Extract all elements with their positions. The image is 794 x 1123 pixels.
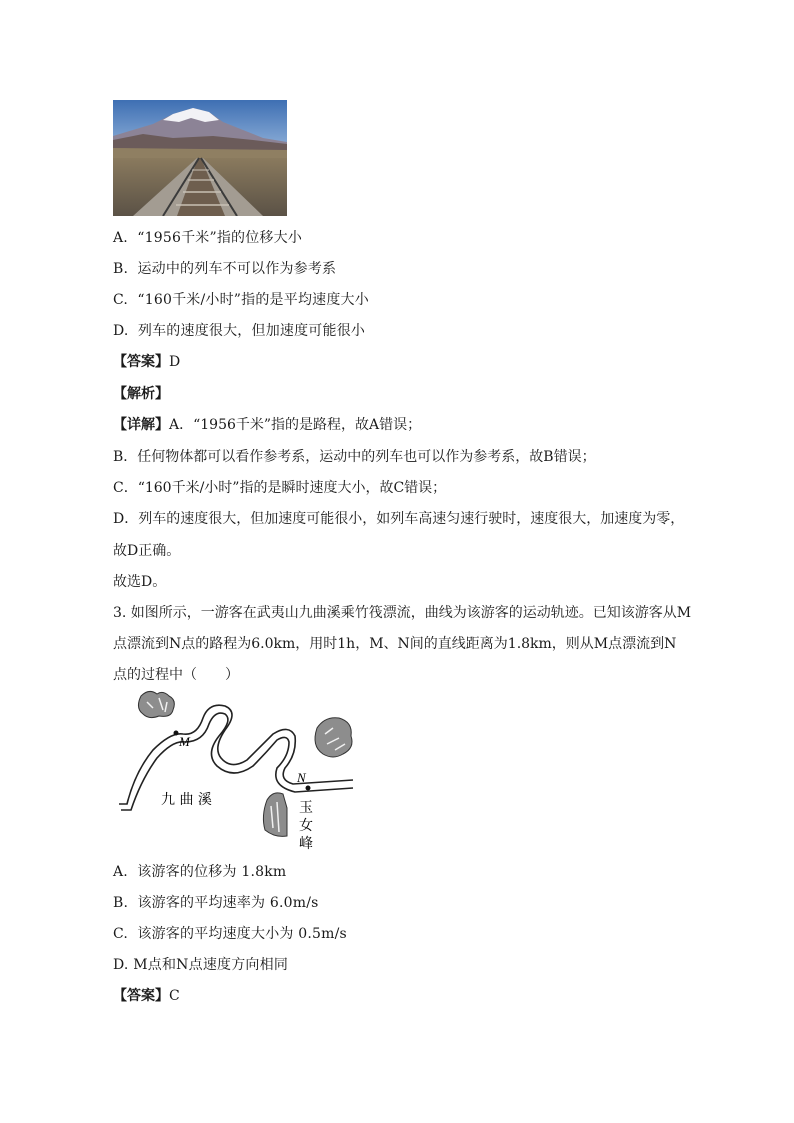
q2-detail-line-4: D．列车的速度很大，但加速度可能很小，如列车高速匀速行驶时，速度很大，加速度为零， bbox=[113, 511, 685, 527]
option-letter: A. bbox=[113, 230, 128, 246]
point-m-label: M bbox=[179, 734, 190, 749]
q2-option-d bbox=[113, 322, 365, 340]
option-text: 列车的速度很大，但加速度可能很小 bbox=[137, 323, 366, 339]
option-text: 该游客的平均速度大小为 0.5m/s bbox=[137, 926, 347, 942]
railway-photo bbox=[113, 100, 287, 216]
answer-value: D bbox=[169, 354, 181, 370]
point-n-label: N bbox=[297, 770, 306, 785]
option-text: 该游客的位移为 1.8km bbox=[137, 864, 287, 880]
peak-label-char-3: 峰 bbox=[299, 836, 313, 852]
q2-detail-line-5: 故D正确。 bbox=[113, 543, 181, 559]
q3-stem-line-1: 3. 如图所示，一游客在武夷山九曲溪乘竹筏漂流，曲线为该游客的运动轨迹。已知该游客从M bbox=[113, 605, 692, 621]
q3-option-c bbox=[113, 925, 347, 943]
answer-label: 【答案】 bbox=[113, 354, 169, 370]
detail-label: 【详解】 bbox=[113, 417, 169, 433]
river-trajectory-diagram bbox=[113, 688, 363, 854]
option-text: “1956千米”指的位移大小 bbox=[137, 230, 303, 246]
option-text: M点和N点速度方向相同 bbox=[133, 957, 289, 973]
q3-option-d bbox=[113, 956, 288, 974]
river-label: 九 曲 溪 bbox=[161, 792, 212, 808]
answer-value: C bbox=[169, 988, 180, 1004]
q2-detail-line-3: C．“160千米/小时”指的是瞬时速度大小，故C错误； bbox=[113, 480, 447, 496]
peak-label-char-2: 女 bbox=[299, 818, 313, 834]
q3-stem-line-3: 点的过程中（ ） bbox=[113, 667, 239, 683]
option-letter: C. bbox=[113, 292, 129, 308]
option-letter: C. bbox=[113, 926, 129, 942]
option-letter: A. bbox=[113, 864, 128, 880]
option-text: “160千米/小时”指的是平均速度大小 bbox=[137, 292, 369, 308]
peak-label-char-1: 玉 bbox=[299, 800, 313, 816]
option-letter: B. bbox=[113, 261, 129, 277]
detail-text: A．“1956千米”指的是路程，故A错误； bbox=[169, 417, 422, 433]
q2-option-b bbox=[113, 260, 336, 278]
q2-option-a bbox=[113, 229, 302, 247]
analysis-label: 【解析】 bbox=[113, 386, 169, 402]
q3-stem-line-2: 点漂流到N点的路程为6.0km，用时1h，M、N间的直线距离为1.8km，则从M点漂流到N bbox=[113, 636, 677, 652]
q2-option-c bbox=[113, 291, 369, 309]
q2-answer bbox=[113, 353, 180, 371]
option-letter: B. bbox=[113, 895, 129, 911]
q3-answer bbox=[113, 987, 180, 1005]
q3-option-a bbox=[113, 863, 286, 881]
q3-option-b bbox=[113, 894, 319, 912]
option-text: 该游客的平均速率为 6.0m/s bbox=[137, 895, 319, 911]
q2-detail-line-2: B．任何物体都可以看作参考系，运动中的列车也可以作为参考系，故B错误； bbox=[113, 449, 596, 465]
option-text: 运动中的列车不可以作为参考系 bbox=[137, 261, 337, 277]
q2-detail-line-1 bbox=[113, 416, 421, 434]
answer-label: 【答案】 bbox=[113, 988, 169, 1004]
q2-conclusion: 故选D。 bbox=[113, 574, 167, 590]
q2-analysis-label bbox=[113, 385, 169, 403]
option-letter: D. bbox=[113, 323, 129, 339]
option-letter: D. bbox=[113, 957, 129, 973]
